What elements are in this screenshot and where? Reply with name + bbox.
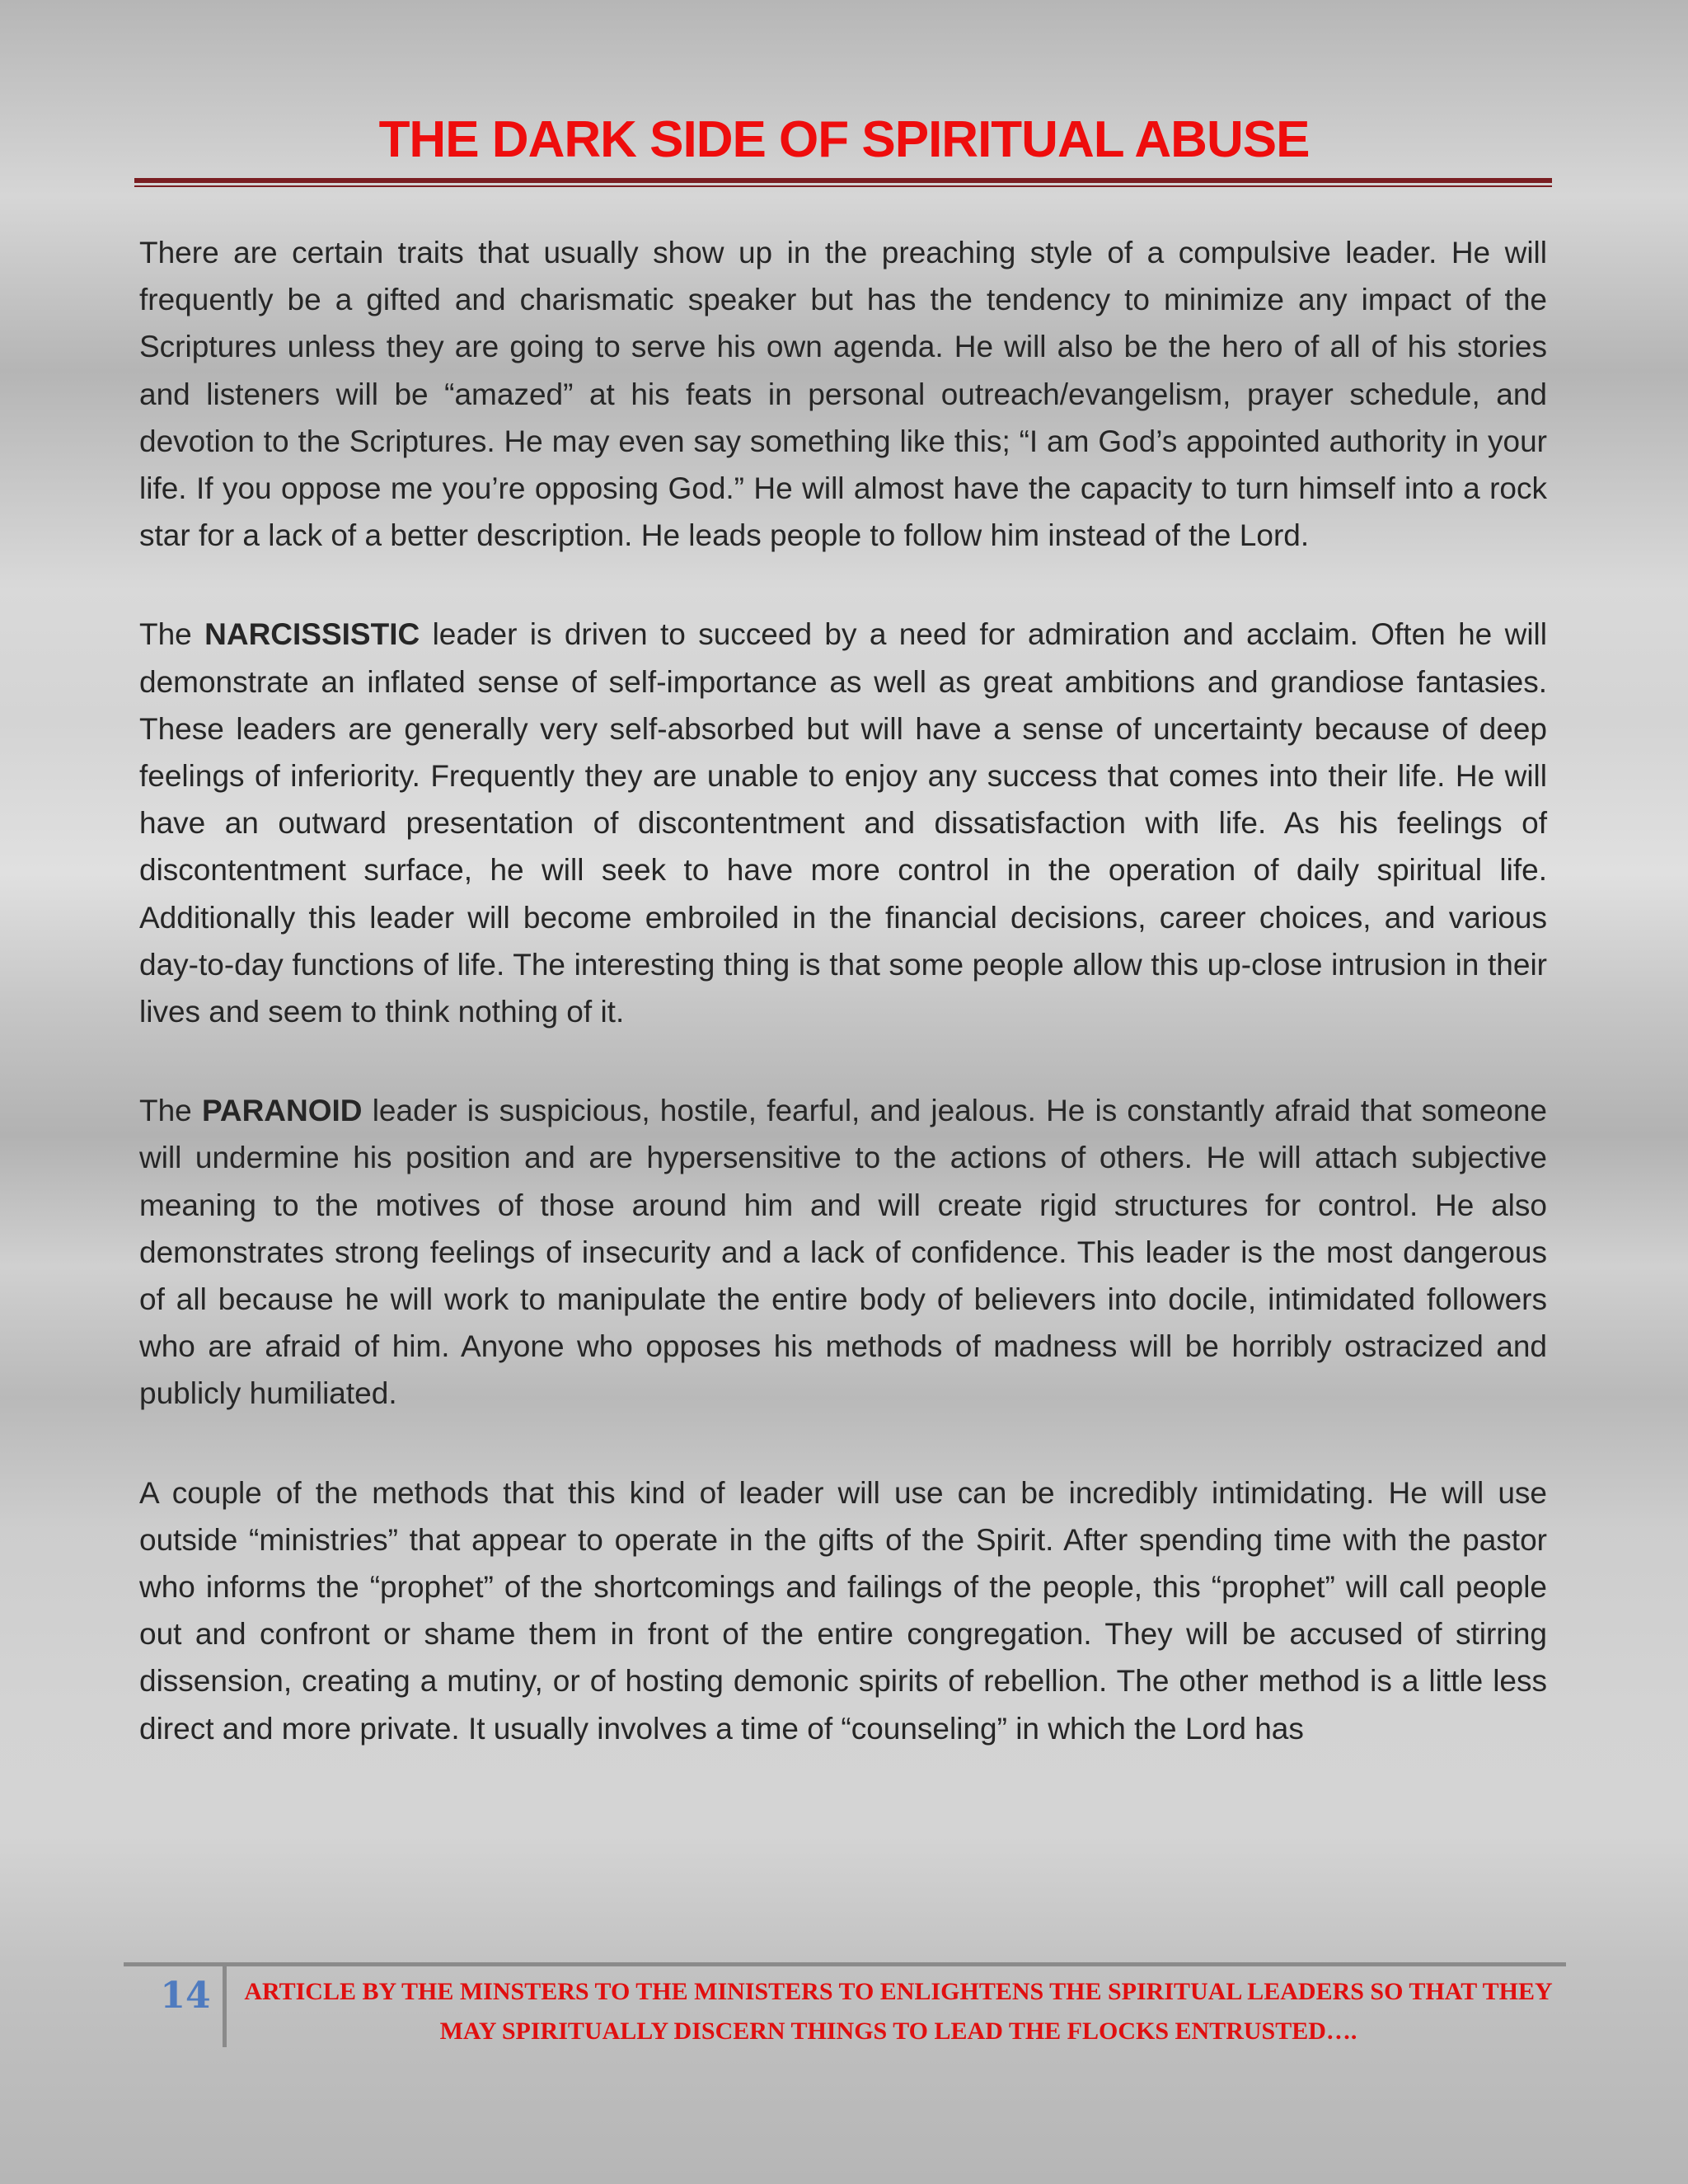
title-underline-thin [134, 185, 1552, 187]
paragraph-lead: The [139, 617, 205, 652]
paragraph-compulsive-leader [139, 229, 1547, 559]
narcissistic-term: NARCISSISTIC [204, 617, 420, 652]
paragraph-text: leader is driven to succeed by a need for admiration and acclaim. Often he will demonstrate an inflated sense of self-importance as well as great ambitions and grandiose fantasies. These leaders are generally very self-absorbed but will have a sense of uncertainty because of deep feelings of inferiority. Frequently they are unable to enjoy any success that comes into their life. He will have an outward presentation of discontentment and dissatisfaction with life. As his feelings of discontentment surface, he will seek to have more control in the operation of daily spiritual life. Additionally this leader will become embroiled in the financial decisions, career choices, and various day-to-day functions of life. The interesting thing is that some people allow this up-close intrusion in their lives and seem to think nothing of it. [139, 617, 1547, 1029]
paragraph-text: There are certain traits that usually show up in the preaching style of a compulsive leader. He will frequently be a gifted and charismatic speaker but has the tendency to minimize any impact of the Scriptures unless they are going to serve his own agenda. He will also be the hero of all of his stories and listeners will be “amazed” at his feats in personal outreach/evangelism, prayer schedule, and devotion to the Scriptures. He may even say something like this; “I am God’s appointed authority in your life. If you oppose me you’re opposing God.” He will almost have the capacity to turn himself into a rock star for a lack of a better description. He leads people to follow him instead of the Lord. [139, 236, 1547, 553]
footer-caption [239, 1972, 1558, 2051]
page-number: 14 [160, 1975, 211, 2017]
footer-rule [124, 1962, 1566, 1966]
footer-caption-line-1: ARTICLE BY THE MINSTERS TO THE MINISTERS TO ENLIGHTENS THE SPIRITUAL LEADERS SO THAT THEY [244, 1978, 1553, 2005]
paranoid-term: PARANOID [201, 1094, 363, 1128]
paragraph-narcissistic-leader [139, 611, 1547, 1035]
footer-caption-line-2: MAY SPIRITUALLY DISCERN THINGS TO LEAD THE FLOCKS ENTRUSTED…. [439, 2018, 1357, 2045]
paragraph-lead: The [139, 1094, 202, 1128]
article-body [139, 229, 1547, 1804]
paragraph-intimidation-methods [139, 1469, 1547, 1752]
paragraph-paranoid-leader [139, 1087, 1547, 1417]
paragraph-text: leader is suspicious, hostile, fearful, and jealous. He is constantly afraid that someone will undermine his position and are hypersensitive to the actions of others. He will attach subjective meaning to the motives of those around him and will create rigid structures for control. He also demonstrates strong feelings of insecurity and a lack of confidence. This leader is the most dangerous of all because he will work to manipulate the entire body of believers into docile, intimidated followers who are afraid of him. Anyone who opposes his methods of madness will be horribly ostracized and publicly humiliated. [139, 1094, 1548, 1411]
paragraph-text: A couple of the methods that this kind of leader will use can be incredibly intimidating. He will use outside “ministries” that appear to operate in the gifts of the Spirit. After spending time with the pastor who informs the “prophet” of the shortcomings and failings of the people, this “prophet” will call people out and confront or shame them in front of the entire congregation. They will be accused of stirring dissension, creating a mutiny, or of hosting demonic spirits of rebellion. The other method is a little less direct and more private. It usually involves a time of “counseling” in which the Lord has [139, 1475, 1547, 1746]
page-title: THE DARK SIDE OF SPIRITUAL ABUSE [378, 111, 1310, 168]
title-underline [134, 178, 1552, 183]
